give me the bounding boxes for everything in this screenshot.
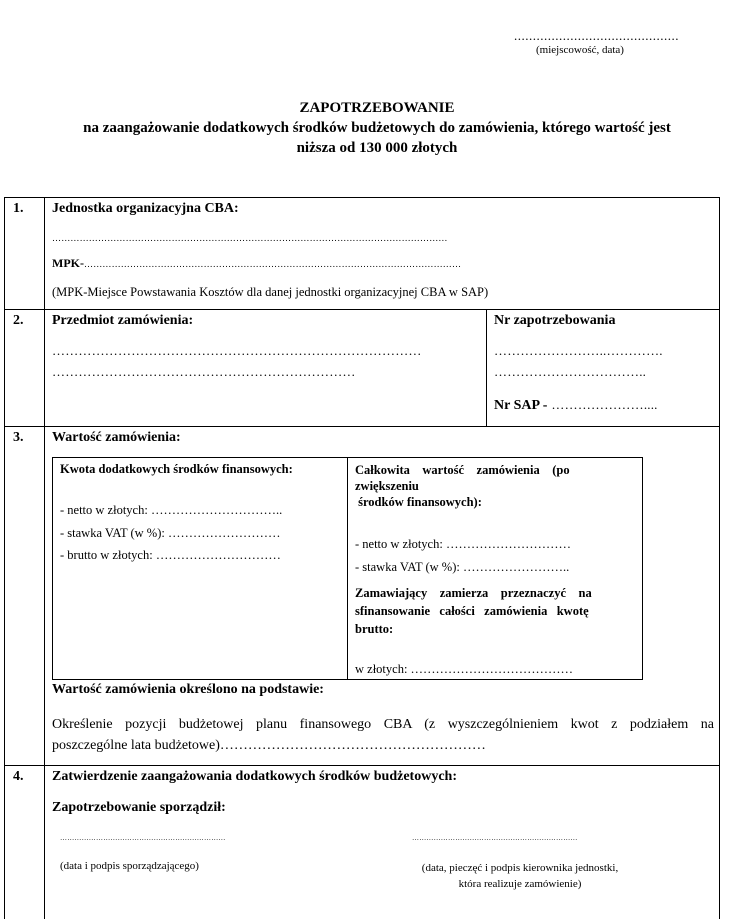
- row1-number: 1.: [13, 201, 24, 216]
- value-basis-line-1: Określenie pozycji budżetowej planu finansowego CBA (z wyszczególnieniem kwot z podziałem na: [52, 717, 714, 732]
- inner-box-divider: [347, 457, 348, 680]
- title-line-3: niższa od 130 000 złotych: [296, 140, 458, 156]
- mpk-label: MPK-: [52, 256, 84, 270]
- total-value-title-line-3: środków finansowych):: [355, 495, 482, 509]
- additional-funds-title: Kwota dodatkowych środków finansowych:: [60, 462, 293, 476]
- funding-intent-paragraph: [355, 584, 641, 638]
- requisition-number-label: Nr zapotrzebowania: [494, 313, 616, 328]
- total-value-title-line-2: zwiększeniu: [355, 479, 419, 493]
- value-basis-text: [52, 714, 714, 756]
- signature-left-caption: (data i podpis sporządzającego): [60, 860, 199, 872]
- signature-right-caption-line-2: która realizuje zamówienie): [458, 878, 582, 890]
- title-line-2: na zaangażowanie dodatkowych środków budżetowych do zamówienia, którego wartość jest: [83, 120, 671, 136]
- signature-right-caption-line-1: (data, pieczęć i podpis kierownika jednostki,: [421, 862, 619, 874]
- total-value-title-line-1: Całkowita wartość zamówienia (po: [355, 463, 570, 477]
- row-divider-3: [4, 765, 720, 766]
- order-subject-dots-2: ……………………………………………………………: [52, 364, 356, 379]
- sap-number-label: Nr SAP -: [494, 398, 548, 413]
- inner-box-left: [52, 457, 53, 680]
- prepared-by-label: Zapotrzebowanie sporządził:: [52, 800, 226, 815]
- total-vat: - stawka VAT (w %): ……………………..: [355, 560, 570, 574]
- additional-brutto: - brutto w złotych: …………………………: [60, 548, 281, 562]
- sap-number-line: [494, 396, 658, 414]
- mpk-note: (MPK-Miejsce Powstawania Kosztów dla danej jednostki organizacyjnej CBA w SAP): [52, 285, 489, 299]
- sap-number-dots: …………………....: [551, 397, 658, 412]
- total-netto: - netto w złotych: …………………………: [355, 537, 571, 551]
- row-divider-1: [4, 309, 720, 310]
- funding-intent-line-1: Zamawiający zamierza przeznaczyć na: [355, 586, 592, 600]
- organization-unit-label: Jednostka organizacyjna CBA:: [52, 201, 239, 216]
- value-basis-line-2: poszczególne lata budżetowe)…………………………………………………: [52, 738, 486, 753]
- place-date-dots: ............................................: [514, 28, 679, 43]
- row-divider-2: [4, 426, 720, 427]
- number-column-divider: [44, 197, 45, 919]
- table-right-border: [719, 197, 720, 919]
- inner-box-right: [642, 457, 643, 680]
- row3-number: 3.: [13, 430, 24, 445]
- total-value-title: [355, 462, 641, 510]
- row4-number: 4.: [13, 769, 24, 784]
- value-basis-label: Wartość zamówienia określono na podstawie:: [52, 682, 324, 697]
- signature-dots-left: ……………………………………………………………: [60, 834, 226, 842]
- funding-intent-line-2: sfinansowanie całości zamówienia kwotę: [355, 604, 589, 618]
- signature-right-caption: [380, 860, 660, 892]
- order-value-label: Wartość zamówienia:: [52, 430, 181, 445]
- funding-intent-line-3: brutto:: [355, 622, 394, 636]
- mpk-line: [52, 254, 461, 272]
- row2-number: 2.: [13, 313, 24, 328]
- signature-dots-right: ……………………………………………………………: [412, 834, 578, 842]
- mpk-dots: ……………………………………………………………………………………………………………: [84, 259, 462, 269]
- order-subject-dots-1: …………………………………………………………………………: [52, 343, 422, 358]
- row2-column-divider: [486, 309, 487, 426]
- table-top-border: [4, 197, 720, 198]
- title-line-1: ZAPOTRZEBOWANIE: [299, 100, 455, 116]
- total-brutto-zl: w złotych: …………………………………: [355, 662, 574, 676]
- requisition-number-dots-1: ……………………..………….: [494, 343, 663, 358]
- place-date-caption: (miejscowość, data): [536, 44, 624, 56]
- order-subject-label: Przedmiot zamówienia:: [52, 313, 194, 328]
- requisition-number-dots-2: ……………………………..: [494, 364, 647, 379]
- additional-vat: - stawka VAT (w %): ………………………: [60, 526, 281, 540]
- table-left-border: [4, 197, 5, 919]
- organization-unit-dots: …………………………………………………………………………………………………………………: [52, 233, 448, 243]
- approval-label: Zatwierdzenie zaangażowania dodatkowych środków budżetowych:: [52, 769, 457, 784]
- document-title: [0, 98, 754, 158]
- additional-netto: - netto w złotych: …………………………..: [60, 503, 283, 517]
